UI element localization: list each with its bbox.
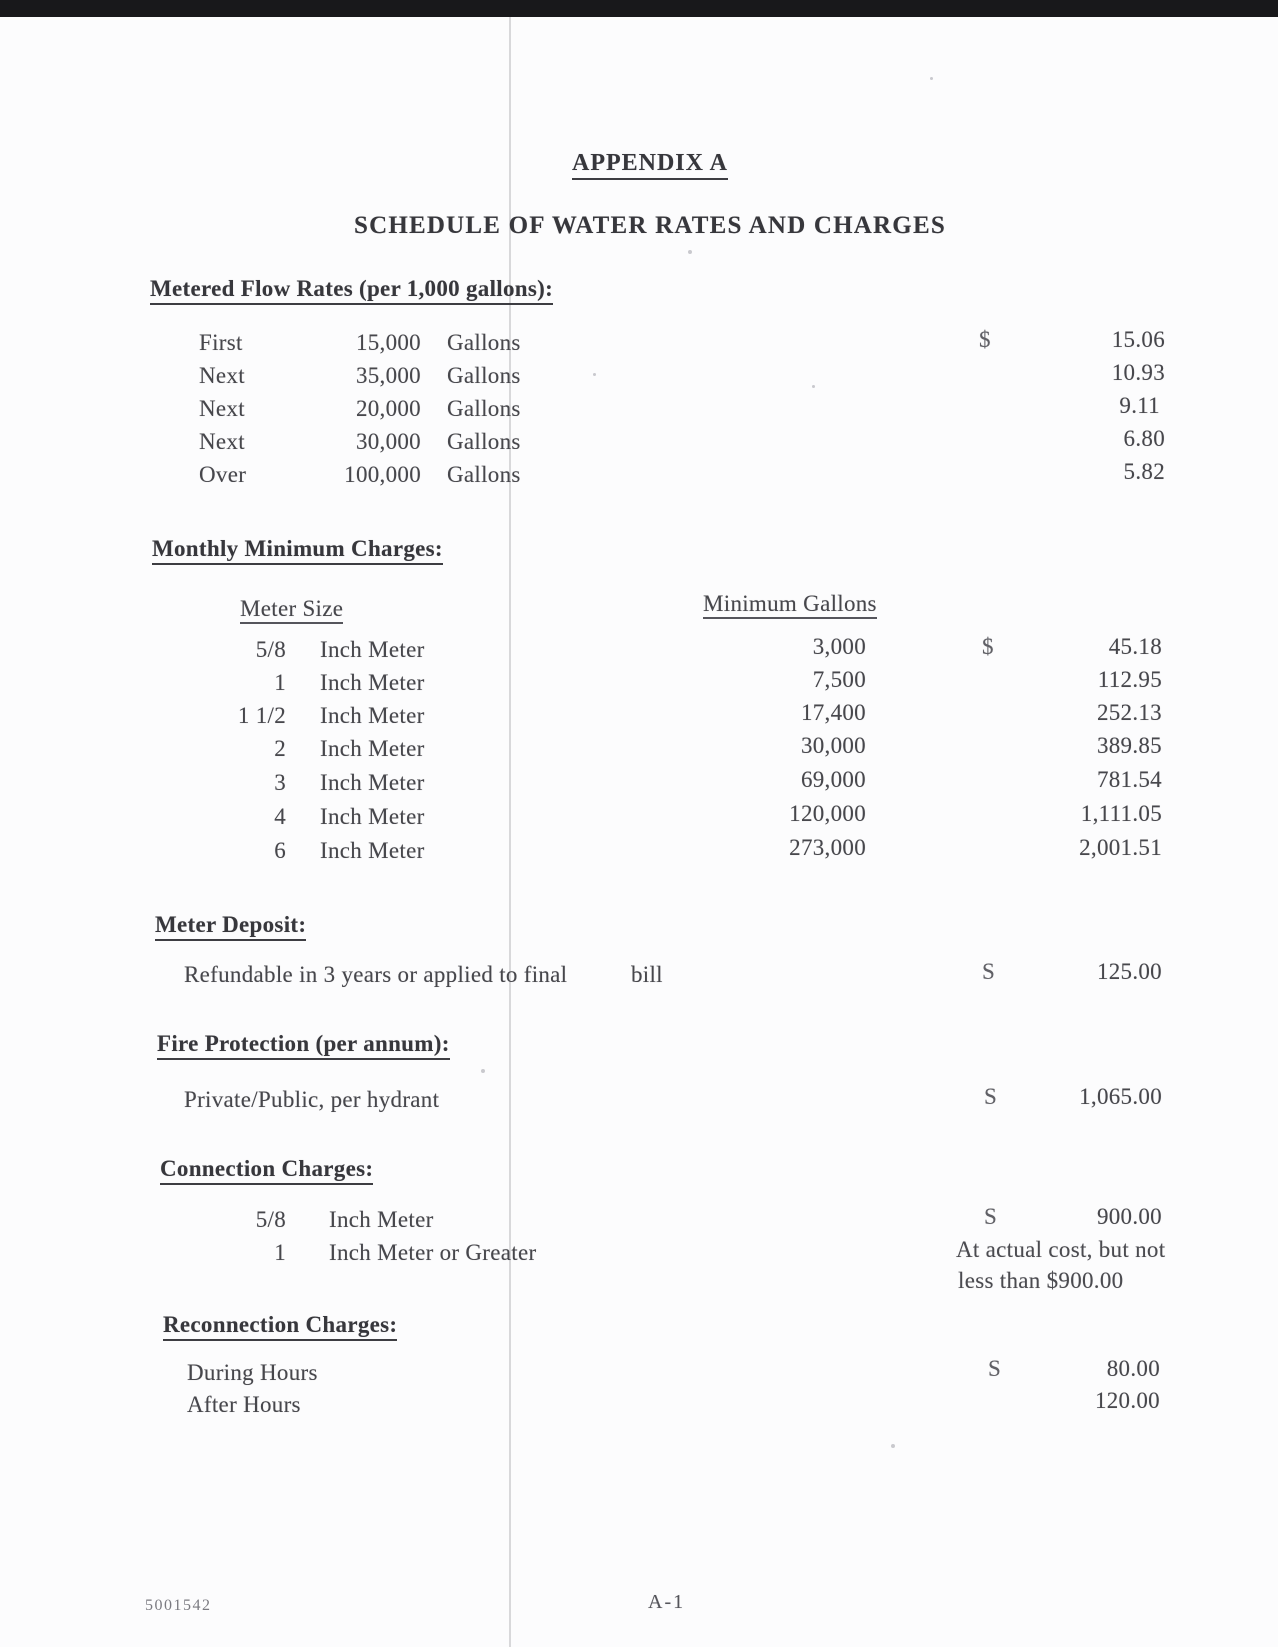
meter-size-label: Inch Meter [320,637,425,662]
page-number: A-1 [648,1591,686,1613]
appendix-title: APPENDIX A [572,150,728,180]
deposit-amount: 125.00 [1096,959,1162,984]
flow-rate: 9.11 [1119,393,1160,418]
reconnection-amount: 80.00 [1106,1356,1160,1381]
flow-currency-symbol: $ [979,327,991,352]
meter-size: 3 [274,770,286,795]
page-fold-line [509,17,511,1647]
meter-size: 1 1/2 [237,703,286,728]
minimum-charge: 112.95 [1097,667,1162,692]
minimum-charge: 389.85 [1096,733,1162,758]
scan-speck [812,385,815,388]
flow-rate: 15.06 [1111,327,1165,352]
fire-protection-description: Private/Public, per hydrant [184,1087,440,1112]
minimum-charge: 781.54 [1096,767,1162,792]
connection-meter-size: 1 [274,1240,286,1265]
flow-quantity: 100,000 [344,462,421,487]
minimum-charge: 252.13 [1096,700,1162,725]
connection-amount: 900.00 [1096,1204,1162,1229]
flow-rate: 5.82 [1123,459,1165,484]
connection-meter-label: Inch Meter or Greater [329,1240,537,1265]
meter-size: 2 [274,736,286,761]
minimum-gallons: 30,000 [800,733,866,758]
meter-size-label: Inch Meter [320,670,425,695]
meter-deposit-description-tail: bill [631,962,663,987]
connection-cost-note-line1: At actual cost, but not [956,1237,1166,1262]
minimum-charge: 45.18 [1108,634,1162,659]
flow-quantity: 20,000 [355,396,421,421]
column-header-minimum-gallons: Minimum Gallons [703,591,877,619]
flow-unit: Gallons [447,363,521,388]
minimum-gallons: 7,500 [812,667,866,692]
flow-quantity: 30,000 [355,429,421,454]
fire-currency-symbol: S [984,1084,998,1109]
flow-unit: Gallons [447,396,521,421]
flow-tier: Next [199,396,245,421]
section-heading-monthly-minimum-charges: Monthly Minimum Charges: [152,536,443,565]
minimum-charge: 1,111.05 [1080,801,1162,826]
scan-speck [481,1069,485,1073]
minimum-charge: 2,001.51 [1079,835,1162,860]
flow-tier: Next [199,429,245,454]
appendix-title-wrap [22,150,1278,180]
scan-speck [930,77,933,80]
flow-quantity: 35,000 [355,363,421,388]
flow-unit: Gallons [447,330,521,355]
document-number: 5001542 [145,1597,212,1614]
flow-unit: Gallons [447,429,521,454]
meter-size: 4 [274,804,286,829]
reconnection-label: During Hours [187,1360,318,1385]
reconnection-label: After Hours [187,1392,301,1417]
connection-meter-size: 5/8 [255,1207,286,1232]
meter-size: 5/8 [255,637,286,662]
meter-size-label: Inch Meter [320,736,425,761]
fire-amount: 1,065.00 [1079,1084,1162,1109]
meter-size-label: Inch Meter [320,703,425,728]
meter-size-label: Inch Meter [320,838,425,863]
minimum-gallons: 17,400 [800,700,866,725]
minimum-gallons: 273,000 [789,835,866,860]
reconnection-amount: 120.00 [1094,1388,1160,1413]
scan-top-bar [0,0,1278,17]
scan-speck [593,373,596,376]
section-heading-metered-flow-rates: Metered Flow Rates (per 1,000 gallons): [150,276,553,305]
meter-size: 6 [274,838,286,863]
flow-unit: Gallons [447,462,521,487]
deposit-currency-symbol: S [982,959,996,984]
meter-size: 1 [274,670,286,695]
scan-speck [688,250,692,254]
meter-size-label: Inch Meter [320,770,425,795]
section-heading-connection-charges: Connection Charges: [160,1156,373,1185]
minimum-gallons: 120,000 [789,801,866,826]
connection-currency-symbol: S [984,1204,998,1229]
document-subtitle-wrap [22,212,1278,240]
column-header-meter-size: Meter Size [240,596,343,624]
minimum-gallons: 3,000 [812,634,866,659]
minimum-gallons: 69,000 [800,767,866,792]
document-subtitle: SCHEDULE OF WATER RATES AND CHARGES [354,212,946,239]
flow-tier: Next [199,363,245,388]
meter-deposit-description: Refundable in 3 years or applied to final [184,962,568,987]
connection-cost-note-line2: less than $900.00 [958,1268,1124,1293]
meter-size-label: Inch Meter [320,804,425,829]
section-heading-meter-deposit: Meter Deposit: [155,912,306,941]
section-heading-fire-protection: Fire Protection (per annum): [157,1031,450,1060]
connection-meter-label: Inch Meter [329,1207,434,1232]
flow-rate: 6.80 [1123,426,1165,451]
flow-tier: Over [199,462,247,487]
flow-quantity: 15,000 [355,330,421,355]
scan-speck [891,1444,895,1448]
flow-tier: First [199,330,243,355]
reconnection-currency-symbol: S [988,1356,1002,1381]
flow-rate: 10.93 [1111,360,1165,385]
section-heading-reconnection-charges: Reconnection Charges: [163,1312,397,1341]
monthly-currency-symbol: $ [982,634,994,659]
